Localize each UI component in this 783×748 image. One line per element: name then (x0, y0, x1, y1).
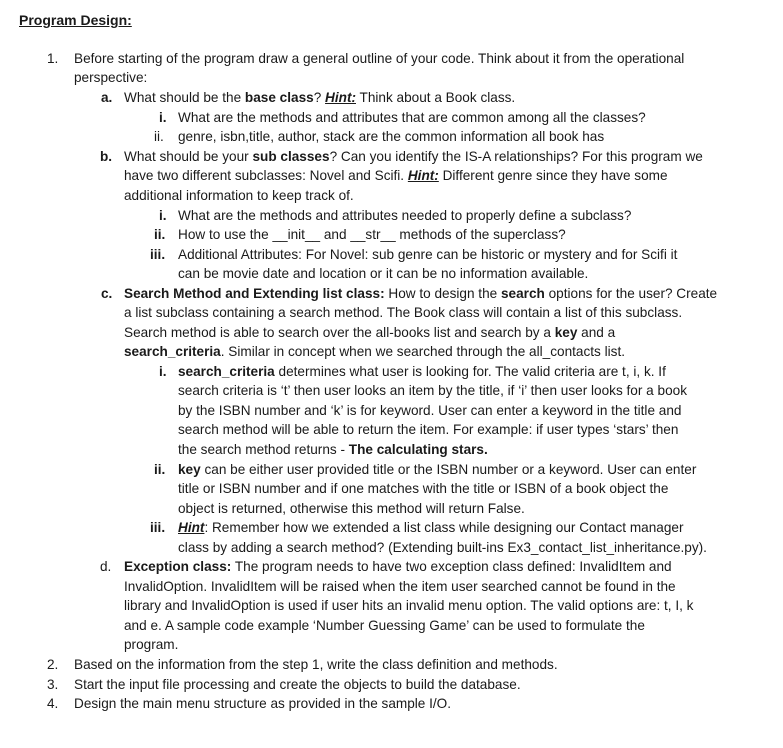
text-line: Design the main menu structure as provided in the sample I/O. (74, 696, 452, 711)
text-line: search criteria is ‘t’ then user looks an item by the title, if ‘i’ then user looks for a book (178, 383, 687, 398)
text-line: library and InvalidOption is used if user hits an invalid menu option. The valid options are: t, I, k (124, 598, 694, 613)
text-line: object is returned, otherwise this method will return False. (178, 501, 525, 516)
text-line: a list subclass containing a search method. The Book class will contain a list of this subclass. (124, 305, 683, 320)
text-line: title or ISBN number and if one matches with the title or ISBN of a book object the (178, 481, 669, 496)
text-line: key can be either user provided title or the ISBN number or a keyword. User can enter (178, 462, 697, 477)
text-line: What are the methods and attributes needed to properly define a subclass? (178, 208, 632, 223)
list-roman: i. (159, 364, 167, 379)
text-line: Hint: Remember how we extended a list class while designing our Contact manager (178, 520, 684, 535)
list-roman: ii. (154, 462, 166, 477)
text-line: the search method returns - The calculating stars. (178, 442, 488, 457)
text-line: search_criteria determines what user is looking for. The valid criteria are t, i, k. If (178, 364, 666, 379)
text-line: Search method is able to search over the all-books list and search by a key and a (124, 325, 616, 340)
list-roman: iii. (150, 520, 166, 535)
list-letter: b. (100, 149, 113, 164)
text-line: Exception class: The program needs to have two exception class defined: InvalidItem and (124, 559, 672, 574)
list-letter: a. (101, 90, 113, 105)
text-line: genre, isbn,title, author, stack are the common information all book has (178, 129, 605, 144)
text-line: Start the input file processing and create the objects to build the database. (74, 677, 521, 692)
text-line: and e. A sample code example ‘Number Guessing Game’ can be used to formulate the (124, 618, 645, 633)
text-line: What are the methods and attributes that are common among all the classes? (178, 110, 646, 125)
text-line: Search Method and Extending list class: How to design the search options for the user? Create (124, 286, 718, 301)
text-line: can be movie date and location or it can be no information available. (178, 266, 589, 281)
list-roman: ii. (154, 129, 164, 144)
list-roman: ii. (154, 227, 166, 242)
text-line: InvalidOption. InvalidItem will be raised when the item user searched cannot be found in the (124, 579, 676, 594)
text-line: Based on the information from the step 1, write the class definition and methods. (74, 657, 558, 672)
text-line: have two different subclasses: Novel and Scifi. Hint: Different genre since they have some (124, 168, 668, 183)
list-letter: d. (100, 559, 112, 574)
list-number: 4. (47, 696, 59, 711)
text-line: by the ISBN number and ‘k’ is for keyword. User can enter a keyword in the title and (178, 403, 682, 418)
text-line: search method will be able to return the item. For example: if user types ‘stars’ then (178, 422, 679, 437)
list-roman: i. (159, 110, 167, 125)
text-line: class by adding a search method? (Extending built-ins Ex3_contact_list_inheritance.py). (178, 540, 707, 555)
text-line: search_criteria. Similar in concept when we searched through the all_contacts list. (124, 344, 625, 359)
text-line: Additional Attributes: For Novel: sub genre can be historic or mystery and for Scifi it (178, 247, 678, 262)
text-line: How to use the __init__ and __str__ methods of the superclass? (178, 227, 566, 242)
list-number: 1. (47, 51, 59, 66)
list-letter: c. (101, 286, 113, 301)
page-title: Program Design: (19, 12, 132, 28)
text-line: additional information to keep track of. (124, 188, 354, 203)
text-line: perspective: (74, 70, 148, 85)
list-number: 3. (47, 677, 59, 692)
list-roman: iii. (150, 247, 166, 262)
list-roman: i. (159, 208, 167, 223)
text-line: What should be your sub classes? Can you identify the IS-A relationships? For this program we (124, 149, 703, 164)
list-number: 2. (47, 657, 59, 672)
text-line: Before starting of the program draw a general outline of your code. Think about it from the operational (74, 51, 685, 66)
text-line: What should be the base class? Hint: Think about a Book class. (124, 90, 516, 105)
text-line: program. (124, 637, 179, 652)
